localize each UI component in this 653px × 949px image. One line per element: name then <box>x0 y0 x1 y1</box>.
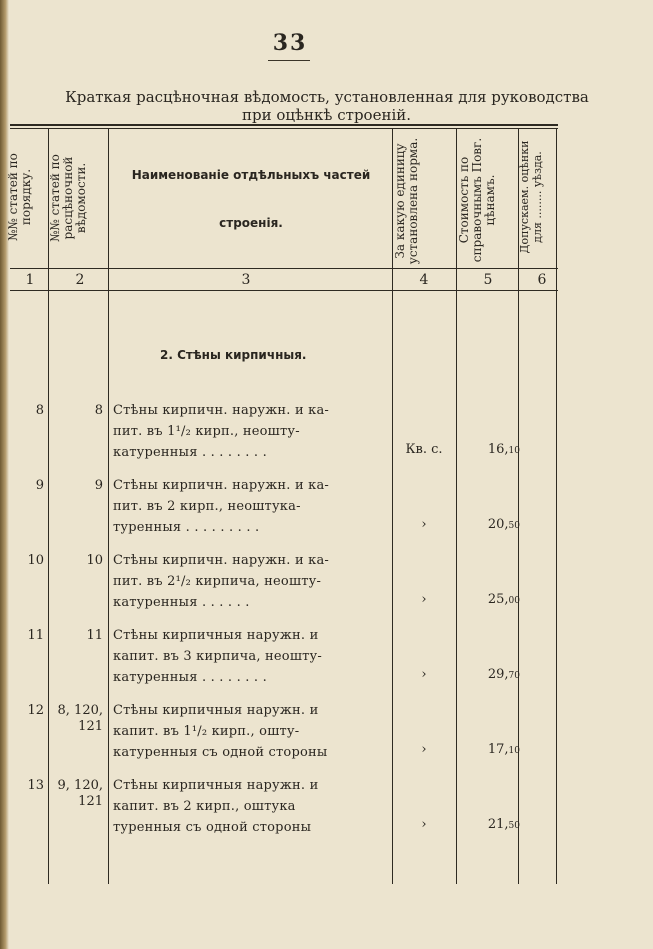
col5-header: Стоимость по справочнымъ Повг. цѣнамъ. <box>457 137 497 263</box>
row-line: Стѣны кирпичн. наружн. и ка- <box>113 478 330 493</box>
col1-header: №№ статей по порядку. <box>6 153 33 241</box>
row-price <box>470 742 520 757</box>
price-frac: 10 <box>508 446 520 456</box>
row-price <box>470 667 520 682</box>
row-line: Стѣны кирпичныя наружн. и <box>113 778 319 793</box>
row-description <box>113 400 391 463</box>
row-line: катуренныя съ одной стороны <box>113 745 328 760</box>
row-line: катуренныя . . . . . . <box>113 595 250 610</box>
page-number-underline <box>268 60 310 61</box>
row-line: Стѣны кирпичн. наружн. и ка- <box>113 403 330 418</box>
row-n1: 11 <box>27 628 44 643</box>
header-bottom-rule <box>10 268 558 269</box>
row-price <box>470 592 520 607</box>
table-title-line2: при оцѣнкѣ строеній. <box>241 106 412 124</box>
row-line: капит. въ 1¹/₂ кирп., ошту- <box>113 724 300 739</box>
price-int: 20, <box>487 517 509 532</box>
col6-number: 6 <box>537 272 547 288</box>
col2-number: 2 <box>75 272 85 288</box>
col-divider-6 <box>556 128 557 884</box>
section-title: 2. Стѣны кирпичныя. <box>160 348 307 362</box>
row-line: капит. въ 3 кирпича, неошту- <box>113 649 322 664</box>
row-n1: 9 <box>35 478 44 493</box>
price-int: 29, <box>487 667 509 682</box>
row-unit: › <box>421 517 427 532</box>
price-frac: 10 <box>508 746 520 756</box>
row-line: туренныя . . . . . . . . . <box>113 520 260 535</box>
row-description <box>113 625 391 688</box>
row-n2-line: 121 <box>78 794 103 809</box>
row-n2: 9 <box>94 478 103 493</box>
header-top-rule <box>10 124 558 126</box>
price-int: 17, <box>487 742 509 757</box>
row-n2 <box>49 778 103 810</box>
col2-header: №№ статей по расцѣночной вѣдомости. <box>48 154 88 242</box>
price-int: 16, <box>487 442 509 457</box>
row-n2: 10 <box>86 553 103 568</box>
colnum-bottom-rule <box>10 290 558 291</box>
col3-number: 3 <box>241 272 251 288</box>
row-n1: 12 <box>27 703 44 718</box>
row-unit: › <box>421 742 427 757</box>
row-line: катуренныя . . . . . . . . <box>113 670 267 685</box>
row-unit: › <box>421 592 427 607</box>
price-frac: 50 <box>508 821 520 831</box>
row-n2-line: 8, 120, <box>57 703 103 718</box>
table-title-line1: Краткая расцѣночная вѣдомость, установленная для руководства <box>65 88 589 106</box>
col1-number: 1 <box>25 272 35 288</box>
row-description <box>113 550 391 613</box>
price-frac: 70 <box>508 671 520 681</box>
row-line: катуренныя . . . . . . . . <box>113 445 267 460</box>
row-line: пит. въ 1¹/₂ кирп., неошту- <box>113 424 300 439</box>
row-price <box>470 517 520 532</box>
col4-number: 4 <box>419 272 429 288</box>
row-description <box>113 775 391 838</box>
row-line: Стѣны кирпичн. наружн. и ка- <box>113 553 330 568</box>
page-number: 33 <box>272 30 308 56</box>
row-n2 <box>49 703 103 735</box>
row-n2: 11 <box>86 628 103 643</box>
row-n2-line: 121 <box>78 719 103 734</box>
row-description <box>113 475 391 538</box>
row-line: пит. въ 2 кирп., неоштука- <box>113 499 301 514</box>
price-frac: 50 <box>508 521 520 531</box>
row-line: туренныя съ одной стороны <box>113 820 312 835</box>
row-description <box>113 700 391 763</box>
price-int: 21, <box>487 817 509 832</box>
row-line: пит. въ 2¹/₂ кирпича, неошту- <box>113 574 322 589</box>
row-n1: 13 <box>27 778 44 793</box>
col3-header-a: Наименованіе отдѣльныхъ частей <box>131 168 371 182</box>
col-divider-2 <box>108 128 109 884</box>
row-unit: Кв. с. <box>405 442 443 457</box>
row-n2: 8 <box>94 403 103 418</box>
col5-number: 5 <box>483 272 493 288</box>
row-line: Стѣны кирпичныя наружн. и <box>113 703 319 718</box>
row-price <box>470 817 520 832</box>
row-price <box>470 442 520 457</box>
row-unit: › <box>421 667 427 682</box>
price-int: 25, <box>487 592 509 607</box>
row-n1: 8 <box>35 403 44 418</box>
col4-header: За какую единицу установлена норма. <box>393 137 420 265</box>
col6-header: Допускаем. оцѣнки для ........ уѣзда. <box>518 140 544 254</box>
col3-header-b: строенія. <box>219 216 283 230</box>
row-unit: › <box>421 817 427 832</box>
price-frac: 00 <box>508 596 520 606</box>
row-n1: 10 <box>27 553 44 568</box>
row-line: Стѣны кирпичныя наружн. и <box>113 628 319 643</box>
row-n2-line: 9, 120, <box>57 778 103 793</box>
row-line: капит. въ 2 кирп., оштука <box>113 799 296 814</box>
